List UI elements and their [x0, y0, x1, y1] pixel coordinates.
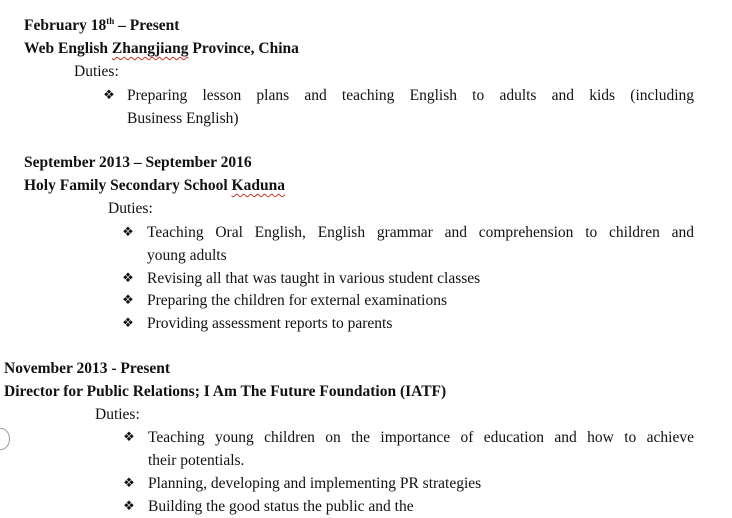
bullet-icon: ❖ — [122, 270, 134, 285]
bullet-icon: ❖ — [122, 315, 134, 330]
bullet-icon: ❖ — [123, 429, 135, 444]
job1-duty-1-line2: Business English) — [127, 110, 239, 127]
job1-date-sup: th — [106, 15, 115, 26]
job2-duty-1-line2: young adults — [147, 247, 227, 264]
job1-duty-1-line1: Preparing lesson plans and teaching English to adults and kids (including — [127, 87, 694, 104]
job3-duty-1-line1: Teaching young children on the importance of education and how to achieve — [148, 429, 694, 446]
bullet-icon: ❖ — [122, 292, 134, 307]
job2-duty-1-line1: Teaching Oral English, English grammar and comprehension to children and — [147, 224, 694, 241]
job1-duties-label: Duties: — [74, 63, 119, 80]
job3-duty-2: Planning, developing and implementing PR strategies — [148, 475, 482, 492]
job1-spellcheck-word: Zhangjiang — [111, 40, 189, 57]
job3-employer: Director for Public Relations; I Am The Future Foundation (IATF) — [4, 383, 447, 400]
job3-duty-3: Building the good status the public and the — [148, 498, 414, 515]
job3-date: November 2013 - Present — [4, 360, 171, 377]
job3-duties-label: Duties: — [95, 406, 140, 423]
job2-employer — [24, 176, 285, 196]
job2-employer-pre: Holy Family Secondary School — [24, 177, 232, 194]
job2-duties-label: Duties: — [108, 200, 153, 217]
job2-duty-2: Revising all that was taught in various student classes — [147, 270, 481, 287]
job2-spellcheck-word: Kaduna — [231, 177, 285, 194]
job1-date-suffix: – Present — [114, 17, 180, 34]
job1-date-text: February 18 — [24, 17, 107, 34]
job1-employer-pre: Web English — [24, 40, 112, 57]
job1-employer-post: Province, China — [188, 40, 299, 57]
bullet-icon: ❖ — [122, 224, 134, 239]
job1-employer — [24, 39, 299, 59]
bullet-icon: ❖ — [103, 87, 115, 102]
job2-duty-3: Preparing the children for external examinations — [147, 292, 447, 309]
job1-date — [24, 16, 179, 36]
job3-duty-1-line2: their potentials. — [148, 452, 245, 469]
bullet-icon: ❖ — [123, 475, 135, 490]
margin-marker — [0, 428, 10, 450]
job2-date: September 2013 – September 2016 — [24, 154, 252, 171]
bullet-icon: ❖ — [123, 498, 135, 513]
job2-duty-4: Providing assessment reports to parents — [147, 315, 393, 332]
